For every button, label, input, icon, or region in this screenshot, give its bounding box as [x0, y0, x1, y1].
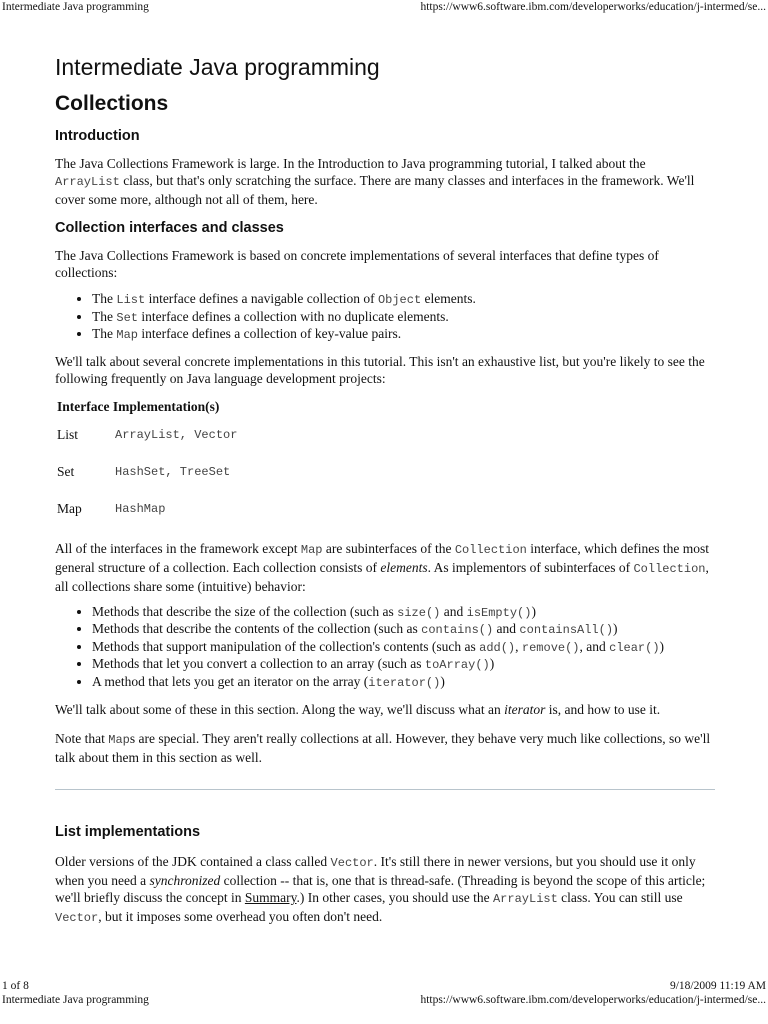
page-number: 1 of 8: [2, 980, 29, 992]
subinterfaces-paragraph: All of the interfaces in the framework except Map are subinterfaces of the Collection interface, which defines the most general structure of a collection. Each collection consists of elements. As implementors of subinterfaces of Collection, all collections share some (intuitive) behavior:: [55, 540, 710, 594]
table-header: Interface Implementation(s): [57, 398, 220, 414]
interface-list: [55, 291, 715, 344]
list-item: • Methods that support manipulation of the collection's contents (such as add(), remove(), and clear()): [92, 639, 715, 657]
implementation-table: [57, 397, 237, 528]
intro-paragraph: The Java Collections Framework is large. In the Introduction to Java programming tutorial, I talked about the ArrayList class, but that's only scratching the surface. There are many classes and interfaces in the framework. We'll cover some more, although not all of them, here.: [55, 156, 695, 207]
table-cell-impl: HashMap: [115, 502, 166, 516]
heading-collection-interfaces: Collection interfaces and classes: [55, 220, 284, 236]
next-header-url: https://www6.software.ibm.com/developerworks/education/j-intermed/se...: [420, 994, 766, 1006]
list-item: • The Map interface defines a collection of key-value pairs.: [92, 326, 715, 344]
list-impl-paragraph: Older versions of the JDK contained a class called Vector. It's still there in newer versions, but you should use it only when you need a synchronized collection -- that is, one that is thread-safe. (Threading is beyond the scope of this article; we'll briefly discuss the concept in Summary.) In other cases, you should use the ArrayList class. You can still use Vector, but it imposes some overhead you often don't need.: [55, 854, 706, 925]
table-row: [57, 491, 237, 528]
table-row: [57, 417, 237, 454]
section-title: Collections: [55, 92, 169, 115]
summary-link[interactable]: Summary: [244, 890, 297, 905]
table-cell-interface: Set: [57, 464, 75, 479]
heading-introduction: Introduction: [55, 128, 140, 144]
list-item: • Methods that let you convert a collection to an array (such as toArray()): [92, 656, 715, 674]
section-divider: [55, 789, 715, 790]
list-item: • Methods that describe the size of the collection (such as size() and isEmpty()): [92, 604, 715, 622]
iterator-paragraph: We'll talk about some of these in this section. Along the way, we'll discuss what an iterator is, and how to use it.: [55, 702, 661, 717]
table-cell-impl: HashSet, TreeSet: [115, 465, 231, 479]
table-cell-interface: List: [57, 427, 79, 442]
implementations-intro: We'll talk about several concrete implementations in this tutorial. This isn't an exhaustive list, but you're likely to see the following frequently on Java language development projects:: [55, 353, 705, 386]
print-header-url: https://www6.software.ibm.com/developerworks/education/j-intermed/se...: [420, 1, 766, 13]
list-item: • Methods that describe the contents of the collection (such as contains() and containsAll()): [92, 621, 715, 639]
page-content: [55, 52, 715, 927]
print-header-title: Intermediate Java programming: [2, 1, 149, 13]
table-header-row: [57, 397, 237, 417]
print-datetime: 9/18/2009 11:19 AM: [669, 980, 766, 992]
table-cell-interface: Map: [57, 501, 82, 516]
maps-paragraph: Note that Maps are special. They aren't really collections at all. However, they behave very much like collections, so we'll talk about them in this section as well.: [55, 731, 711, 765]
heading-list-implementations: List implementations: [55, 824, 201, 840]
list-item: • The Set interface defines a collection with no duplicate elements.: [92, 309, 715, 327]
list-item: • The List interface defines a navigable collection of Object elements.: [92, 291, 715, 309]
interfaces-paragraph: The Java Collections Framework is based on concrete implementations of several interfaces that define types of collections:: [55, 248, 659, 280]
table-cell-impl: ArrayList, Vector: [115, 428, 238, 442]
next-header-title: Intermediate Java programming: [2, 994, 149, 1006]
list-item: • A method that lets you get an iterator on the array (iterator()): [92, 674, 715, 692]
table-row: [57, 454, 237, 491]
page-title: Intermediate Java programming: [55, 54, 380, 80]
behavior-list: [55, 604, 715, 692]
